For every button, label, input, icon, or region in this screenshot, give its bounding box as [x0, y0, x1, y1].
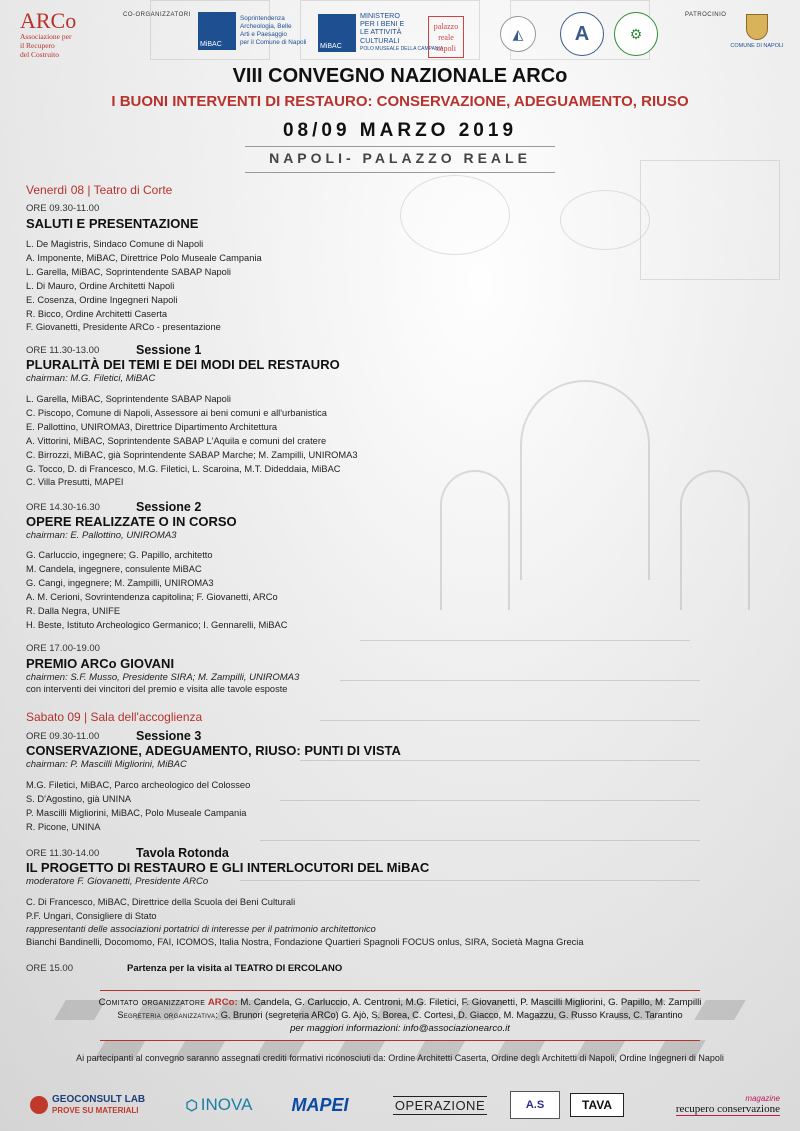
geoconsult-sub: PROVE SU MATERIALI	[52, 1106, 139, 1115]
co-organizers-label: CO-ORGANIZZATORI	[123, 12, 191, 18]
event-subtitle: I BUONI INTERVENTI DI RESTAURO: CONSERVAZIONE, ADEGUAMENTO, RIUSO	[111, 93, 689, 110]
min-text: LE ATTIVITÀ	[360, 27, 402, 37]
sopr-text: Archeologia, Belle	[240, 23, 292, 30]
visit-time: ORE 15.00	[26, 963, 73, 974]
recupero-logo	[640, 1090, 780, 1120]
round-title: IL PROGETTO DI RESTAURO E GLI INTERLOCUTORI DEL MiBAC	[26, 860, 430, 875]
prize-chair: chairmen: S.F. Musso, Presidente SIRA; M. Zampilli, UNIROMA3	[26, 672, 300, 683]
prize-title: PREMIO ARCo GIOVANI	[26, 656, 175, 671]
palazzo-text: napoli	[436, 44, 456, 53]
s3-time: ORE 09.30-11.00	[26, 731, 100, 742]
s1-time: ORE 11.30-13.00	[26, 345, 100, 356]
tava-logo	[570, 1090, 624, 1120]
committee-sec-members: G. Brunori (segreteria ARCo) G. Ajò, S. Borea, C. Cortesi, D. Giacco, M. Magazzu, G. Russo Krauss, C. Tarantino	[220, 1010, 683, 1020]
speaker: E. Cosenza, Ordine Ingegneri Napoli	[26, 294, 178, 305]
s2-speakers	[26, 549, 287, 632]
round-time: ORE 11.30-14.00	[26, 848, 100, 859]
s3-speakers	[26, 779, 250, 835]
credits-note: Ai partecipanti al convegno saranno assegnati crediti formativi riconosciuti da: Ordine Architetti Caserta, Ordine degli Architetti di Napoli, Ordine Ingegneri di Napoli	[76, 1053, 724, 1063]
ais-name: A.S	[510, 1091, 560, 1119]
speaker: M.G. Filetici, MiBAC, Parco archeologico del Colosseo	[26, 780, 251, 790]
divider	[245, 172, 555, 173]
s2-time: ORE 14.30-16.30	[26, 502, 100, 513]
speaker: R. Dalla Negra, UNIFE	[26, 605, 121, 616]
speaker: G. Tocco, D. di Francesco, M.G. Filetici, L. Scaroina, M.T. Dideddaia, MiBAC	[26, 463, 341, 474]
recupero-mag: magazine	[745, 1094, 780, 1103]
speaker: L. Garella, MiBAC, Soprintendente SABAP Napoli	[26, 394, 231, 404]
round-chair: moderatore F. Giovanetti, Presidente ARCo	[26, 876, 209, 887]
divider	[100, 1040, 700, 1041]
committee-sec	[0, 1010, 800, 1020]
s3-chair: chairman: P. Mascilli Migliorini, MiBAC	[26, 759, 187, 770]
palazzo-text: palazzo	[433, 22, 459, 31]
speaker: C. Piscopo, Comune di Napoli, Assessore ai beni comuni e all'urbanistica	[26, 407, 327, 418]
inova-logo	[176, 1090, 262, 1120]
speaker: L. De Magistris, Sindaco Comune di Napoli	[26, 239, 204, 249]
ministero-logo	[318, 12, 443, 53]
speaker: S. D'Agostino, già UNINA	[26, 793, 132, 804]
committee-org-label: Comitato organizzatore	[98, 997, 206, 1008]
s2-title: OPERE REALIZZATE O IN CORSO	[26, 514, 237, 529]
palazzo-reale-logo	[428, 16, 464, 58]
event-title: VIII CONVEGNO NAZIONALE ARCo	[232, 65, 568, 87]
palazzo-text: reale	[438, 33, 454, 42]
welcome-speakers	[26, 238, 262, 335]
inova-icon: ⬡	[185, 1096, 198, 1113]
round-speakers	[26, 896, 295, 924]
arco-logo	[20, 10, 130, 59]
speaker: R. Picone, UNINA	[26, 821, 101, 832]
s3-session: Sessione 3	[136, 729, 202, 743]
arco-logo-sub: il Recupero	[20, 41, 55, 50]
speaker: P. Mascilli Migliorini, MiBAC, Polo Museale Campania	[26, 807, 247, 818]
ingegneri-logo-icon: ⚙	[614, 12, 658, 56]
min-text: PER I BENI E	[360, 19, 405, 29]
arco-logo-sub: Associazione per	[20, 32, 72, 41]
committee-org-members: M. Candela, G. Carluccio, A. Centroni, M.G. Filetici, F. Giovanetti, P. Mascilli Migliorini, G. Papillo, M. Zampilli	[240, 997, 702, 1008]
speaker: E. Pallottino, UNIROMA3, Direttrice Dipartimento Architettura	[26, 421, 278, 432]
s1-session: Sessione 1	[136, 343, 202, 357]
geoconsult-logo	[30, 1090, 165, 1120]
tava-name: TAVA	[570, 1093, 624, 1117]
event-dates: 08/09 MARZO 2019	[282, 120, 518, 141]
recupero-name: recupero conservazione	[675, 1103, 780, 1115]
speaker: L. Di Mauro, Ordine Architetti Napoli	[26, 280, 175, 291]
speaker: A. M. Cerioni, Sovrintendenza capitolina; F. Giovanetti, ARCo	[26, 591, 278, 602]
committee-info: per maggiori informazioni: info@associazionearco.it	[290, 1023, 510, 1034]
s1-chair: chairman: M.G. Filetici, MiBAC	[26, 373, 156, 384]
speaker: C. Birrozzi, MiBAC, già Soprintendente SABAP Marche; M. Zampilli, UNIROMA3	[26, 449, 358, 460]
mapei-logo	[272, 1090, 368, 1120]
sopr-text: Arti e Paesaggio	[240, 31, 287, 38]
comune-text: COMUNE DI NAPOLI	[730, 43, 784, 49]
s3-title: CONSERVAZIONE, ADEGUAMENTO, RIUSO: PUNTI DI VISTA	[26, 743, 401, 758]
s2-chair: chairman: E. Pallottino, UNIROMA3	[26, 530, 177, 541]
sopr-text: per il Comune di Napoli	[240, 39, 307, 46]
speaker: A. Vittorini, MiBAC, Soprintendente SABAP L'Aquila e comuni del cratere	[26, 435, 327, 446]
geoconsult-name: GEOCONSULT LAB	[52, 1094, 146, 1105]
min-text: POLO MUSEALE DELLA CAMPANIA	[360, 45, 444, 52]
day1-label: Venerdì 08 | Teatro di Corte	[26, 183, 173, 197]
min-text: CULTURALI	[360, 35, 400, 45]
event-place: NAPOLI- PALAZZO REALE	[269, 150, 531, 166]
ordine-a-logo-icon: A	[560, 12, 604, 56]
speaker: M. Candela, ingegnere, consulente MiBAC	[26, 563, 202, 574]
speaker: C. Villa Presutti, MAPEI	[26, 477, 124, 488]
round-session: Tavola Rotonda	[136, 846, 229, 860]
prize-time: ORE 17.00-19.00	[26, 643, 100, 654]
mibac-mark: MiBAC	[198, 12, 236, 50]
speaker: A. Imponente, MiBAC, Direttrice Polo Museale Campania	[26, 252, 262, 263]
ais-logo	[510, 1090, 560, 1120]
sopr-text: Soprintendenza	[240, 15, 285, 22]
prize-note: con interventi dei vincitori del premio e visita alle tavole esposte	[26, 684, 288, 694]
comune-crest-icon	[746, 14, 768, 40]
round-note-italic: rappresentanti delle associazioni portatrici di interesse per il patrimonio architettonico	[26, 924, 376, 934]
speaker: H. Beste, Istituto Archeologico Germanico; I. Gennarelli, MiBAC	[26, 619, 288, 630]
speaker: R. Bicco, Ordine Architetti Caserta	[26, 308, 168, 319]
association-logo-icon: ◭	[500, 16, 536, 52]
welcome-time: ORE 09.30-11.00	[26, 203, 100, 214]
speaker: G. Carluccio, ingegnere; G. Papillo, architetto	[26, 550, 213, 560]
speaker: F. Giovanetti, Presidente ARCo - presentazione	[26, 322, 221, 333]
s1-title: PLURALITÀ DEI TEMI E DEI MODI DEL RESTAURO	[26, 357, 340, 372]
mapei-name: MAPEI	[291, 1094, 349, 1115]
mibac-mark: MiBAC	[318, 14, 356, 52]
operazione-logo	[385, 1090, 495, 1120]
patronage-label: PATROCINIO	[685, 12, 727, 18]
s1-speakers	[26, 393, 358, 490]
committee-org-arco: ARCo:	[207, 997, 238, 1008]
divider	[245, 146, 555, 147]
committee-sec-label: Segreteria organizzativa:	[117, 1010, 219, 1020]
operazione-name: OPERAZIONE	[394, 1097, 486, 1113]
visit-text: Partenza per la visita al TEATRO DI ERCOLANO	[127, 963, 343, 974]
speaker: L. Garella, MiBAC, Soprintendente SABAP Napoli	[26, 266, 231, 277]
comune-napoli-logo	[722, 14, 792, 49]
committee-org	[0, 997, 800, 1008]
soprintendenza-logo	[198, 12, 306, 50]
divider	[100, 990, 700, 991]
round-note: Bianchi Bandinelli, Docomomo, FAI, ICOMOS, Italia Nostra, Fondazione Quartieri Spagnoli FOCUS onlus, SIRA, Società Magna Grecia	[26, 937, 584, 947]
speaker: P.F. Ungari, Consigliere di Stato	[26, 910, 157, 921]
min-text: MINISTERO	[360, 11, 400, 20]
welcome-title: SALUTI E PRESENTAZIONE	[26, 216, 199, 231]
s2-session: Sessione 2	[136, 500, 202, 514]
inova-name: INOVA	[200, 1095, 253, 1114]
day2-label: Sabato 09 | Sala dell'accoglienza	[26, 710, 203, 724]
speaker: G. Cangi, ingegnere; M. Zampilli, UNIROMA3	[26, 577, 214, 588]
arco-logo-name: ARCo	[20, 8, 77, 33]
geoconsult-icon	[30, 1096, 48, 1114]
speaker: C. Di Francesco, MiBAC, Direttrice della Scuola dei Beni Culturali	[26, 897, 296, 907]
arco-logo-sub: del Costruito	[20, 50, 59, 59]
